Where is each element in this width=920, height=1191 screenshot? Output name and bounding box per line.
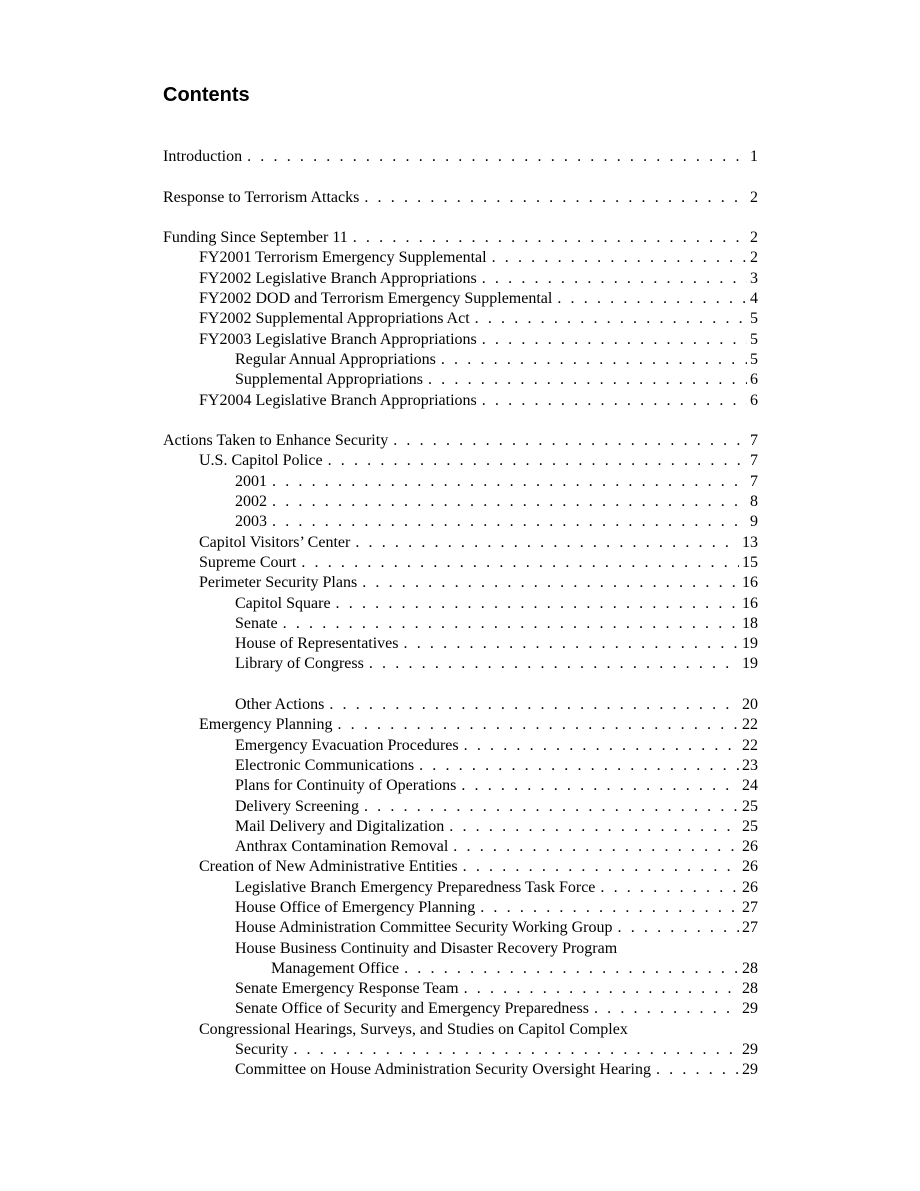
dot-leader xyxy=(364,188,747,208)
toc-page-number: 16 xyxy=(742,594,758,612)
toc-page-number: 5 xyxy=(750,330,758,348)
toc-page-number: 5 xyxy=(750,350,758,368)
toc-entry-perimeter-security[interactable] xyxy=(163,573,758,593)
toc-entry-title: Electronic Communications xyxy=(235,756,415,774)
dot-leader xyxy=(618,918,740,938)
toc-entry-fy2004-leg-branch[interactable] xyxy=(163,391,758,411)
toc-entry-title: Anthrax Contamination Removal xyxy=(235,838,449,856)
toc-page-number: 29 xyxy=(742,1061,758,1079)
toc-page-number: 6 xyxy=(750,371,758,389)
toc-entry-title: Senate Emergency Response Team xyxy=(235,980,459,998)
toc-entry-title: Mail Delivery and Digitalization xyxy=(235,817,445,835)
toc-page-number: 13 xyxy=(742,533,758,551)
toc-entry-title: U.S. Capitol Police xyxy=(199,452,323,470)
table-of-contents xyxy=(163,147,758,1081)
page-title: Contents xyxy=(163,84,250,106)
toc-entry-response-to-terrorism[interactable] xyxy=(163,188,758,208)
toc-page-number: 26 xyxy=(742,858,758,876)
dot-leader xyxy=(247,147,747,167)
toc-entry-capitol-visitors-center[interactable] xyxy=(163,533,758,553)
dot-leader xyxy=(362,573,739,593)
toc-page-number: 22 xyxy=(742,716,758,734)
toc-entry-emergency-planning[interactable] xyxy=(163,715,758,735)
toc-entry-title: Funding Since September 11 xyxy=(163,229,348,247)
toc-entry-title-continued: Security xyxy=(235,1041,289,1059)
toc-entry-title: Response to Terrorism Attacks xyxy=(163,188,360,206)
toc-entry-title: 2002 xyxy=(235,493,267,511)
toc-entry-actions-taken[interactable] xyxy=(163,431,758,451)
toc-entry-title: Introduction xyxy=(163,148,243,165)
toc-entry-senate[interactable] xyxy=(163,614,758,634)
toc-entry-title: FY2002 Supplemental Appropriations Act xyxy=(199,310,470,328)
toc-entry-title: 2003 xyxy=(235,513,267,531)
toc-page-number: 25 xyxy=(742,797,758,815)
toc-entry-2001[interactable] xyxy=(163,472,758,492)
toc-page-number: 6 xyxy=(750,391,758,409)
toc-entry-2003[interactable] xyxy=(163,512,758,532)
dot-leader xyxy=(600,878,739,898)
dot-leader xyxy=(404,959,739,979)
dot-leader xyxy=(329,695,739,715)
toc-page-number: 19 xyxy=(742,655,758,673)
toc-page-number: 24 xyxy=(742,777,758,795)
dot-leader xyxy=(480,898,739,918)
toc-entry-security-working-group[interactable] xyxy=(163,918,758,938)
toc-entry-business-continuity[interactable] xyxy=(163,939,758,959)
toc-entry-title: FY2002 Legislative Branch Appropriations xyxy=(199,269,477,287)
toc-entry-2002[interactable] xyxy=(163,492,758,512)
toc-entry-title: Senate Office of Security and Emergency Preparedness xyxy=(235,1000,589,1018)
toc-entry-supplemental-appropriations[interactable] xyxy=(163,370,758,390)
dot-leader xyxy=(404,634,739,654)
dot-leader xyxy=(492,248,747,268)
toc-entry-title: Creation of New Administrative Entities xyxy=(199,858,458,876)
dot-leader xyxy=(355,533,739,553)
dot-leader xyxy=(369,654,739,674)
toc-entry-title: House of Representatives xyxy=(235,635,399,653)
toc-page-number: 29 xyxy=(742,1041,758,1059)
dot-leader xyxy=(272,492,747,512)
toc-page-number: 22 xyxy=(742,736,758,754)
toc-entry-delivery-screening[interactable] xyxy=(163,797,758,817)
toc-page-number: 7 xyxy=(750,452,758,470)
toc-entry-title: 2001 xyxy=(235,472,267,490)
dot-leader xyxy=(337,715,739,735)
toc-page-number: 26 xyxy=(742,838,758,856)
toc-entry-title: Committee on House Administration Security Oversight Hearing xyxy=(235,1061,651,1079)
toc-entry-funding-since-sept-11[interactable] xyxy=(163,228,758,248)
dot-leader xyxy=(328,451,747,471)
toc-entry-mail-delivery[interactable] xyxy=(163,817,758,837)
toc-page-number: 28 xyxy=(742,959,758,977)
toc-entry-title: Library of Congress xyxy=(235,655,364,673)
toc-entry-title: Supplemental Appropriations xyxy=(235,371,423,389)
toc-entry-title: Plans for Continuity of Operations xyxy=(235,777,457,795)
toc-entry-title: Emergency Evacuation Procedures xyxy=(235,736,459,754)
toc-page-number: 29 xyxy=(742,1000,758,1018)
toc-page-number: 2 xyxy=(750,188,758,206)
toc-entry-title: House Administration Committee Security Working Group xyxy=(235,919,613,937)
toc-entry-title: FY2002 DOD and Terrorism Emergency Supplemental xyxy=(199,290,553,308)
toc-page-number: 3 xyxy=(750,269,758,287)
toc-entry-capitol-square[interactable] xyxy=(163,594,758,614)
toc-entry-hearings-surveys-cont[interactable] xyxy=(163,1040,758,1060)
toc-entry-fy2002-dod-supplemental[interactable] xyxy=(163,289,758,309)
toc-page-number: 5 xyxy=(750,310,758,328)
toc-entry-title: House Business Continuity and Disaster Recovery Program xyxy=(235,939,618,957)
dot-leader xyxy=(482,391,747,411)
toc-entry-library-of-congress[interactable] xyxy=(163,654,758,674)
toc-page-number: 15 xyxy=(742,553,758,571)
toc-entry-senate-office-security[interactable] xyxy=(163,999,758,1019)
toc-entry-title: FY2001 Terrorism Emergency Supplemental xyxy=(199,249,487,267)
toc-entry-title: Perimeter Security Plans xyxy=(199,574,358,592)
toc-page-number: 28 xyxy=(742,980,758,998)
toc-page-number: 9 xyxy=(750,513,758,531)
toc-page-number: 4 xyxy=(750,290,758,308)
toc-entry-oversight-hearing[interactable] xyxy=(163,1060,758,1080)
toc-page-number: 8 xyxy=(750,493,758,511)
toc-entry-electronic-communications[interactable] xyxy=(163,756,758,776)
toc-entry-title: Congressional Hearings, Surveys, and Studies on Capitol Complex xyxy=(199,1020,628,1038)
toc-page-number: 27 xyxy=(742,898,758,916)
dot-leader xyxy=(364,797,739,817)
toc-entry-new-administrative-entities[interactable] xyxy=(163,857,758,877)
toc-entry-title-continued: Management Office xyxy=(271,959,400,977)
dot-leader xyxy=(419,756,739,776)
toc-entry-anthrax-removal[interactable] xyxy=(163,837,758,857)
dot-leader xyxy=(482,330,747,350)
toc-entry-capitol-police[interactable] xyxy=(163,451,758,471)
toc-entry-title: Regular Annual Appropriations xyxy=(235,350,436,368)
toc-entry-business-continuity-cont[interactable] xyxy=(163,959,758,979)
dot-leader xyxy=(656,1060,739,1080)
toc-entry-title: FY2004 Legislative Branch Appropriations xyxy=(199,391,477,409)
toc-entry-title: Senate xyxy=(235,614,278,632)
dot-leader xyxy=(428,370,747,390)
toc-entry-other-actions[interactable] xyxy=(163,695,758,715)
dot-leader xyxy=(272,512,747,532)
toc-entry-title: Emergency Planning xyxy=(199,716,333,734)
toc-page-number: 19 xyxy=(742,635,758,653)
toc-entry-title: House Office of Emergency Planning xyxy=(235,898,476,916)
toc-entry-title: Capitol Square xyxy=(235,594,331,612)
dot-leader xyxy=(336,594,739,614)
toc-page-number: 7 xyxy=(750,472,758,490)
dot-leader xyxy=(293,1040,739,1060)
toc-entry-house-emergency-planning[interactable] xyxy=(163,898,758,918)
dot-leader xyxy=(464,979,739,999)
dot-leader xyxy=(464,736,739,756)
dot-leader xyxy=(353,228,747,248)
dot-leader xyxy=(272,472,747,492)
toc-entry-title: Legislative Branch Emergency Preparedness Task Force xyxy=(235,878,596,896)
toc-page-number: 7 xyxy=(750,432,758,450)
toc-page-number: 20 xyxy=(742,696,758,714)
toc-entry-house-of-representatives[interactable] xyxy=(163,634,758,654)
dot-leader xyxy=(393,431,747,451)
dot-leader xyxy=(557,289,747,309)
toc-page-number: 26 xyxy=(742,878,758,896)
toc-page-number: 2 xyxy=(750,249,758,267)
toc-entry-supreme-court[interactable] xyxy=(163,553,758,573)
dot-leader xyxy=(461,776,739,796)
toc-entry-evacuation-procedures[interactable] xyxy=(163,736,758,756)
toc-page-number: 23 xyxy=(742,756,758,774)
toc-entry-title: Supreme Court xyxy=(199,553,297,571)
dot-leader xyxy=(283,614,739,634)
dot-leader xyxy=(301,553,739,573)
dot-leader xyxy=(449,817,739,837)
toc-page-number: 27 xyxy=(742,919,758,937)
toc-entry-title: Actions Taken to Enhance Security xyxy=(163,432,389,450)
toc-page-number: 25 xyxy=(742,817,758,835)
dot-leader xyxy=(594,999,739,1019)
toc-entry-senate-response-team[interactable] xyxy=(163,979,758,999)
toc-entry-regular-annual[interactable] xyxy=(163,350,758,370)
toc-page-number: 2 xyxy=(750,229,758,247)
toc-entry-title: Other Actions xyxy=(235,696,325,714)
toc-entry-title: FY2003 Legislative Branch Appropriations xyxy=(199,330,477,348)
toc-entry-title: Capitol Visitors’ Center xyxy=(199,533,351,551)
dot-leader xyxy=(463,857,739,877)
toc-entry-fy2002-supplemental-act[interactable] xyxy=(163,309,758,329)
toc-entry-preparedness-task-force[interactable] xyxy=(163,878,758,898)
dot-leader xyxy=(453,837,739,857)
dot-leader xyxy=(482,269,747,289)
dot-leader xyxy=(475,309,747,329)
toc-entry-fy2001-supplemental[interactable] xyxy=(163,248,758,268)
toc-page-number: 16 xyxy=(742,574,758,592)
toc-page-number: 18 xyxy=(742,614,758,632)
toc-entry-continuity-of-operations[interactable] xyxy=(163,776,758,796)
toc-entry-fy2002-leg-branch[interactable] xyxy=(163,269,758,289)
toc-entry-hearings-surveys[interactable] xyxy=(163,1020,758,1040)
toc-page-number: 1 xyxy=(750,148,758,165)
toc-entry-title: Delivery Screening xyxy=(235,797,359,815)
dot-leader xyxy=(441,350,747,370)
toc-entry-introduction[interactable] xyxy=(163,147,758,167)
toc-entry-fy2003-leg-branch[interactable] xyxy=(163,330,758,350)
